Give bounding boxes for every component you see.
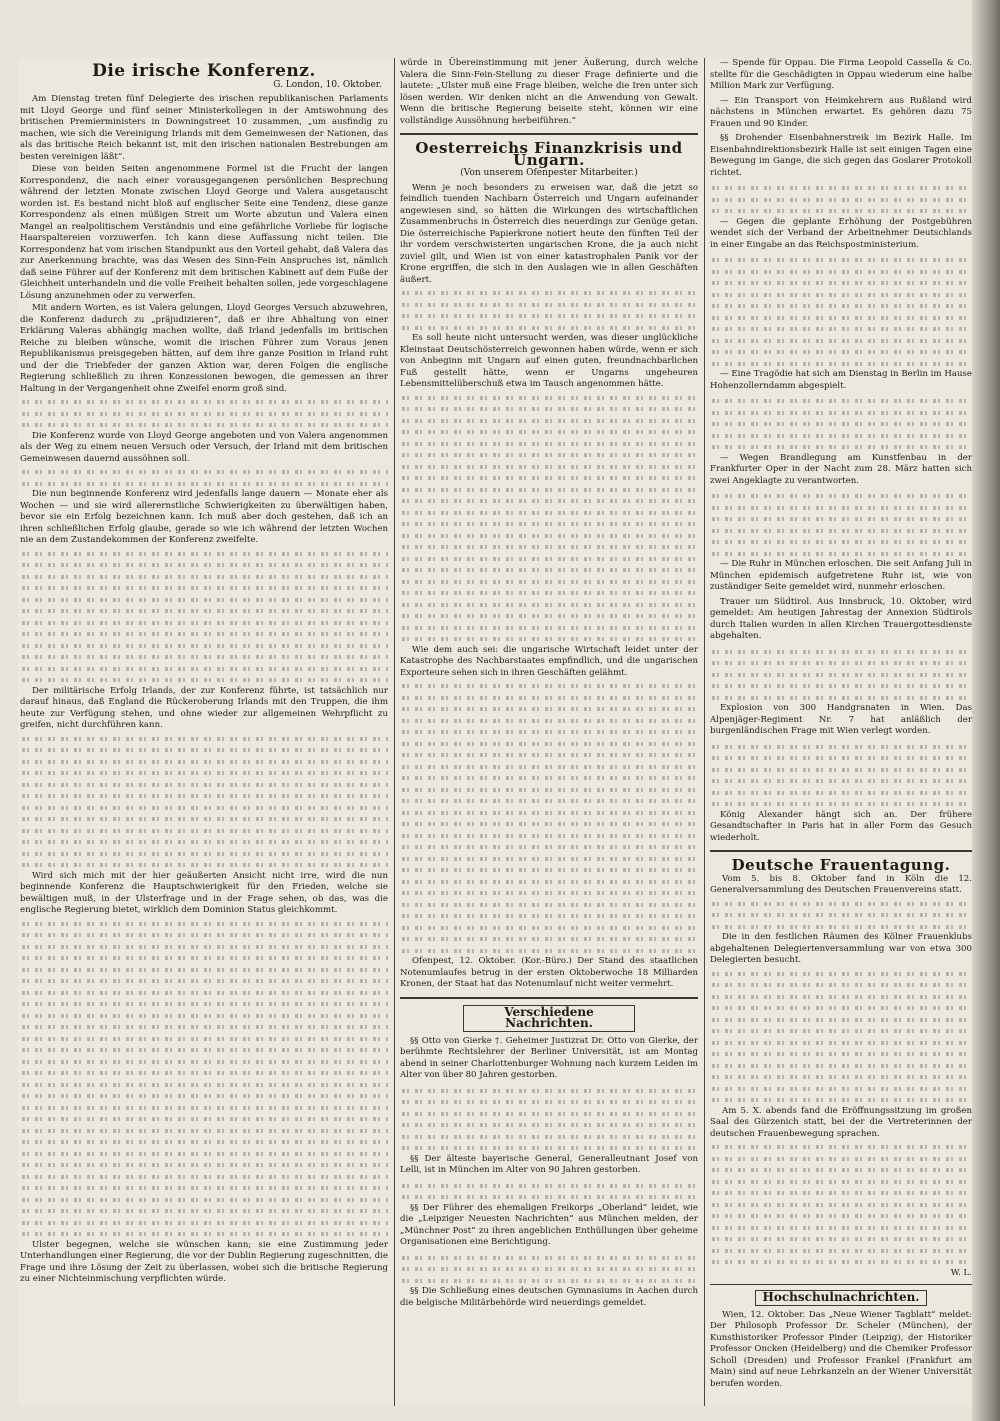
illegible-line <box>710 798 972 810</box>
news-item: Trauer um Südtirol. Aus Innsbruck, 10. Oktober, wird gemeldet: Am heutigen Jahrestag der Annexion Südtirols durch Italien wurden in allen Kirchen Trauergottesdienste abgehalten. <box>710 596 972 641</box>
illegible-line <box>710 692 972 704</box>
illegible-line <box>710 646 972 658</box>
illegible-line <box>400 576 698 588</box>
illegible-line <box>710 289 972 301</box>
illegible-line <box>710 300 972 312</box>
illegible-line <box>400 876 698 888</box>
column-rule <box>394 58 395 1406</box>
illegible-line <box>400 518 698 530</box>
illegible-line <box>20 396 388 408</box>
news-item: §§ Der Führer des ehemaligen Freikorps „Oberland“ leidet, wie die „Leipziger Neuesten Nachrichten“ aus München melden, der „Münchner Post“ zu ihren angeblichen Enthüllungen über geheime Organisationen eine Berichtigung. <box>400 1202 698 1247</box>
illegible-line <box>400 438 698 450</box>
illegible-line <box>710 430 972 442</box>
illegible-line <box>710 323 972 335</box>
illegible-line <box>710 205 972 217</box>
illegible-line <box>710 752 972 764</box>
illegible-line <box>20 941 388 953</box>
illegible-line <box>400 807 698 819</box>
illegible-line <box>400 738 698 750</box>
illegible-line <box>20 408 388 420</box>
illegible-line <box>20 964 388 976</box>
column-right <box>710 58 972 1391</box>
illegible-line <box>20 929 388 941</box>
illegible-line <box>20 1125 388 1137</box>
paragraph: Am 5. X. abends fand die Eröffnungssitzung im großen Saal des Gürzenich statt, bei der die Vertreterinnen der deutschen Frauenbewegung sprachen. <box>710 1105 972 1139</box>
news-item: — Gegen die geplante Erhöhung der Postgebühren wendet sich der Verband der Arbeitnehmer Deutschlands in einer Eingabe an das Reichspostministerium. <box>710 216 972 250</box>
book-binding-shadow <box>972 0 1000 1421</box>
illegible-line <box>400 726 698 738</box>
illegible-line <box>20 1090 388 1102</box>
illegible-line <box>710 991 972 1003</box>
illegible-line <box>20 733 388 745</box>
illegible-line <box>710 441 972 453</box>
divider <box>710 1284 972 1285</box>
illegible-line <box>710 407 972 419</box>
illegible-line <box>400 1252 698 1264</box>
illegible-line <box>400 1131 698 1143</box>
paragraph: Mit andern Worten, es ist Valera gelungen, Lloyd Georges Versuch abzuwehren, die Konferenz dadurch zu „präjudizieren“, daß er ihre Abhaltung von einer Erklärung Valeras abhängig machen wollte, daß Irland jedenfalls im britischen Reiche zu bleiben wünsche, womit die irischen Führer zum Voraus jenen Republikanismus preisgegeben hätten, auf dem ihre ganze Position in Irland ruht und der die Triebfeder der ganzen Aktion war, deren Folgen die englische Regierung schließlich zu ihren Konzessionen bewogen, die gemessen an ihrer Haltung in der Vergangenheit ohne Zweifel enorm groß sind. <box>20 303 388 394</box>
paragraph: Es soll heute nicht untersucht werden, was dieser unglückliche Kleinstaat Deutschösterreich gewonnen haben würde, wenn er sich von Anbeginn mit Ungarn auf einen guten, freundnachbarlichen Fuß gestellt hätte, wenn er Ungarns ungeheuren Lebensmittelüberschuß etwa im Tausch angenommen hätte. <box>400 333 698 389</box>
illegible-line <box>400 449 698 461</box>
illegible-line <box>400 715 698 727</box>
illegible-line <box>710 979 972 991</box>
section-head-misc-news: Verschiedene Nachrichten. <box>463 1005 635 1032</box>
illegible-line <box>20 1182 388 1194</box>
illegible-line <box>20 1102 388 1114</box>
illegible-line <box>710 1233 972 1245</box>
section-head-university-news: Hochschulnachrichten. <box>755 1290 927 1306</box>
illegible-line <box>400 461 698 473</box>
article-title-women-conference: Deutsche Frauentagung. <box>731 856 951 874</box>
illegible-line <box>20 559 388 571</box>
illegible-line <box>20 1010 388 1022</box>
illegible-line <box>400 587 698 599</box>
illegible-line <box>710 358 972 370</box>
illegible-line <box>400 864 698 876</box>
illegible-line <box>20 466 388 478</box>
illegible-line <box>710 312 972 324</box>
illegible-line <box>20 478 388 490</box>
illegible-line <box>400 392 698 404</box>
illegible-line <box>710 1094 972 1106</box>
illegible-line <box>710 1222 972 1234</box>
illegible-line <box>20 582 388 594</box>
illegible-line <box>20 571 388 583</box>
illegible-line <box>20 802 388 814</box>
illegible-line <box>710 669 972 681</box>
illegible-line <box>20 1033 388 1045</box>
illegible-line <box>710 1037 972 1049</box>
news-item: — Die Ruhr in München erloschen. Die seit Anfang Juli in München epidemisch aufgetretene Ruhr ist, wie von zuständiger Seite gemeldet wird, nunmehr erloschen. <box>710 559 972 592</box>
illegible-line <box>20 419 388 431</box>
illegible-line <box>710 1083 972 1095</box>
illegible-line <box>710 921 972 933</box>
illegible-line <box>20 1021 388 1033</box>
illegible-line <box>20 1067 388 1079</box>
illegible-line <box>710 548 972 560</box>
illegible-line <box>710 1025 972 1037</box>
illegible-line <box>400 853 698 865</box>
illegible-line <box>400 1263 698 1275</box>
illegible-line <box>710 1256 972 1268</box>
illegible-line <box>710 418 972 430</box>
illegible-line <box>20 952 388 964</box>
illegible-line <box>400 818 698 830</box>
illegible-line <box>710 1210 972 1222</box>
illegible-line <box>710 1141 972 1153</box>
divider <box>400 133 698 135</box>
illegible-line <box>20 756 388 768</box>
news-item: §§ Der älteste bayerische General, Generalleutnant Josef von Lelli, ist in München im Alter von 90 Jahren gestorben. <box>400 1153 698 1175</box>
illegible-line <box>20 813 388 825</box>
column-rule <box>704 58 705 1406</box>
illegible-line <box>710 909 972 921</box>
illegible-line <box>400 887 698 899</box>
illegible-line <box>400 287 698 299</box>
illegible-line <box>400 530 698 542</box>
news-item: — Ein Transport von Heimkehrern aus Rußland wird nächstens in München erwartet. Es gehören dazu 75 Frauen und 90 Kinder. <box>710 95 972 129</box>
illegible-line <box>20 1113 388 1125</box>
illegible-line <box>20 744 388 756</box>
illegible-line <box>400 830 698 842</box>
news-item: §§ Otto von Gierke †. Geheimer Justizrat Dr. Otto von Gierke, der berühmte Rechtslehrer der Berliner Universität, ist am Montag abend in seiner Charlottenburger Wohnung nach kurzem Leiden im Alter von über 80 Jahren gestorben. <box>400 1035 698 1080</box>
illegible-line <box>710 490 972 502</box>
illegible-line <box>400 541 698 553</box>
illegible-line <box>710 680 972 692</box>
illegible-line <box>710 1071 972 1083</box>
illegible-line <box>400 622 698 634</box>
paragraph: Wien, 12. Oktober. Das „Neue Wiener Tagblatt“ meldet: Der Philosoph Professor Dr. Scheler (München), der Kunsthistoriker Professor Pinder (Leipzig), der Historiker Professor Oncken (Heidelberg) und die Chemiker Professor Scholl (Dresden) und Professor Frankel (Frankfurt am Main) sind auf neue Lehrkanzeln an der Wiener Universität berufen worden. <box>710 1309 972 1389</box>
article-title-irish-conference: Die irische Konferenz. <box>92 61 316 81</box>
illegible-line <box>20 548 388 560</box>
divider <box>710 850 972 852</box>
column-middle <box>400 58 698 1312</box>
illegible-line <box>400 610 698 622</box>
illegible-line <box>20 790 388 802</box>
illegible-line <box>710 525 972 537</box>
illegible-line <box>400 1108 698 1120</box>
illegible-line <box>710 513 972 525</box>
illegible-line <box>710 1060 972 1072</box>
illegible-line <box>400 772 698 784</box>
illegible-line <box>400 922 698 934</box>
illegible-line <box>710 194 972 206</box>
illegible-line <box>400 841 698 853</box>
illegible-line <box>400 680 698 692</box>
illegible-line <box>710 898 972 910</box>
illegible-line <box>20 767 388 779</box>
illegible-line <box>20 779 388 791</box>
illegible-line <box>400 403 698 415</box>
paragraph: Wenn je noch besonders zu erweisen war, daß die jetzt so feindlich tuenden Nachbarn Österreich und Ungarn aufeinander angewiesen sind, so hätten die Wirkungen des wirtschaftlichen Zusammenbruchs in Österreich dies neuerdings zur Genüge getan. Die österreichische Papierkrone notiert heute den fünften Teil der ihr vordem verschwisterten ungarischen Krone, die ja auch nicht zuviel gilt, und Wien ist von einer katastrophalen Panik vor der Krone ergriffen, die sich in den Auslagen wie in allen Geschäften äußert. <box>400 182 698 285</box>
illegible-line <box>20 848 388 860</box>
illegible-line <box>20 998 388 1010</box>
illegible-line <box>20 1205 388 1217</box>
illegible-line <box>710 764 972 776</box>
illegible-line <box>400 703 698 715</box>
illegible-line <box>400 322 698 334</box>
illegible-line <box>20 1194 388 1206</box>
illegible-line <box>400 1275 698 1287</box>
illegible-line <box>710 1245 972 1257</box>
illegible-line <box>20 1171 388 1183</box>
paragraph: würde in Übereinstimmung mit jener Äußerung, durch welche Valera die Sinn-Fein-Stellung zu dieser Frage definierte und die lautete: „Ulster muß eine Frage bleiben, welche die Iren unter sich lösen werden. Wir denken nicht an die Anwendung von Gewalt. Wenn die britische Regierung beiseite steht, können wir eine vollständige Aussöhnung herbeiführen.“ <box>400 58 698 126</box>
illegible-line <box>20 987 388 999</box>
paragraph: Vom 5. bis 8. Oktober fand in Köln die 12. Generalversammlung des Deutschen Frauenvereins statt. <box>710 873 972 895</box>
illegible-line <box>20 617 388 629</box>
illegible-line <box>400 1096 698 1108</box>
illegible-line <box>20 1056 388 1068</box>
illegible-line <box>710 1199 972 1211</box>
illegible-line <box>400 910 698 922</box>
illegible-line <box>400 1119 698 1131</box>
illegible-line <box>20 1148 388 1160</box>
illegible-line <box>400 633 698 645</box>
illegible-line <box>400 761 698 773</box>
article-title-austria-finance: Oesterreichs Finanzkrisis und Ungarn. <box>415 139 683 169</box>
news-item: §§ Die Schließung eines deutschen Gymnasiums in Aachen durch die belgische Militärbehörde wird neuerdings gemeldet. <box>400 1286 698 1308</box>
illegible-line <box>20 1136 388 1148</box>
illegible-line <box>20 651 388 663</box>
illegible-line <box>400 1085 698 1097</box>
illegible-line <box>710 968 972 980</box>
news-item: — Spende für Oppau. Die Firma Leopold Cassella & Co. stellte für die Geschädigten in Oppau wiederum eine halbe Million Mark zur Verfügung. <box>710 58 972 91</box>
news-item: — Wegen Brandlegung am Kunstfenbau in der Frankfurter Oper in der Nacht zum 28. März hatten sich zwei Angeklagte zu verantworten. <box>710 452 972 486</box>
illegible-line <box>710 775 972 787</box>
illegible-line <box>710 787 972 799</box>
illegible-line <box>20 1159 388 1171</box>
illegible-line <box>400 299 698 311</box>
illegible-line <box>400 945 698 957</box>
illegible-line <box>20 975 388 987</box>
illegible-line <box>20 1079 388 1091</box>
illegible-line <box>710 335 972 347</box>
illegible-line <box>400 484 698 496</box>
paragraph: Der militärische Erfolg Irlands, der zur Konferenz führte, ist tatsächlich nur darauf hinaus, daß England die Rückeroberung Irlands mit den Truppen, die ihm heute zur Verfügung stehen, und ohne wieder zur allgemeinen Wehrpflicht zu greifen, nicht durchführen kann. <box>20 685 388 730</box>
paragraph: Die Konferenz wurde von Lloyd George angeboten und von Valera angenommen als der Weg zu einem neuen Versuch oder Versuch, der Irland mit dem britischen Gemeinwesen dauernd aussöhnen soll. <box>20 430 388 464</box>
paragraph: Diese von beiden Seiten angenommene Formel ist die Frucht der langen Korrespondenz, die nach einer vorausgegangenen persönlichen Besprechung während der letzten Monate zwischen Lloyd George und Valera ausgetauscht worden ist. Es bestand nicht bloß auf englischer Seite eine Tendenz, diese ganze Korrespondenz als einen müßigen Streit um Worte abzutun und Valera einen Mangel an realpolitischem Verständnis und eine gefährliche Vorliebe für logische Haarspaltereien vorzuwerfen. Ich kann diese Auffassung nicht teilen. Die Korrespondenz hat vom irischen Standpunkt aus den Vorteil gehabt, daß Valera das zur Anerkennung brachte, was das Wesen des Sinn-Fein Anspruches ist, nämlich daß seine Führer auf der Konferenz mit dem britischen Kabinett auf dem Fuße der Gleichheit unterhandeln und die volle Freiheit behalten sollen, jede vorgeschlagene Lösung anzunehmen oder zu verwerfen. <box>20 164 388 301</box>
news-item: König Alexander hängt sich an. Der frühere Gesandtschafter in Paris hat in aller Form das Gesuch wiederholt. <box>710 809 972 843</box>
illegible-line <box>710 395 972 407</box>
illegible-line <box>20 628 388 640</box>
illegible-line <box>710 1176 972 1188</box>
illegible-line <box>400 507 698 519</box>
illegible-line <box>20 859 388 871</box>
illegible-line <box>20 1044 388 1056</box>
illegible-line <box>710 254 972 266</box>
divider <box>400 997 698 999</box>
news-item: — Eine Tragödie hat sich am Dienstag in Berlin im Hause Hohenzollerndamm abgespielt. <box>710 369 972 391</box>
illegible-line <box>400 1180 698 1192</box>
illegible-line <box>710 1002 972 1014</box>
illegible-line <box>710 1048 972 1060</box>
illegible-line <box>400 784 698 796</box>
illegible-line <box>20 663 388 675</box>
author-signature: W. L. <box>950 1267 972 1278</box>
illegible-line <box>400 1191 698 1203</box>
illegible-line <box>20 918 388 930</box>
newspaper-page <box>18 58 980 1406</box>
illegible-line <box>400 472 698 484</box>
paragraph: Die in den festlichen Räumen des Kölner Frauenklubs abgehaltenen Delegiertenversammlung war von etwa 300 Delegierten besucht. <box>710 932 972 965</box>
illegible-line <box>400 415 698 427</box>
illegible-line <box>20 836 388 848</box>
illegible-line <box>400 495 698 507</box>
paragraph: Wird sich mich mit der hier geäußerten Ansicht nicht irre, wird die nun beginnende Konferenz die Hauptschwierigkeit für den Frieden, welche sie bewältigen muß, in der Ulsterfrage und in der Frage sehen, ob das, was die englische Regierung bietet, wirklich dem Dominion Status gleichkommt. <box>20 870 388 915</box>
news-item: Explosion von 300 Handgranaten in Wien. Das Alpenjäger-Regiment Nr. 7 hat anläßlich der burgenländischen Frage mit Wien verlegt worden. <box>710 703 972 736</box>
illegible-line <box>20 1217 388 1229</box>
illegible-line <box>20 825 388 837</box>
illegible-line <box>710 346 972 358</box>
illegible-line <box>20 640 388 652</box>
illegible-line <box>400 692 698 704</box>
illegible-line <box>710 1014 972 1026</box>
illegible-line <box>400 1142 698 1154</box>
illegible-line <box>710 741 972 753</box>
illegible-line <box>20 1228 388 1240</box>
illegible-line <box>710 657 972 669</box>
paragraph: Die nun beginnende Konferenz wird jedenfalls lange dauern — Monate eher als Wochen — und sie wird allerernstliche Schwierigkeiten zu überwältigen haben, bevor sie ein Erfolg bezeichnen kann. Ich muß aber doch gestehen, daß ich an ihren schließlichen Erfolg glaube, gerade so wie ich während der letzten Wochen nie an dem Zustandekommen der Konferenz zweifelte. <box>20 489 388 545</box>
paragraph: Am Dienstag treten fünf Delegierte des irischen republikanischen Parlaments mit Lloyd George und fünf seiner Ministerkollegen in der Amtswohnung des britischen Premierministers in Downingstreet 10 zusammen, „um ausfindig zu machen, wie sich die Vereinigung Irlands mit dem Gemeinwesen der Nationen, das als das britische Reich bekannt ist, mit den irischen nationalen Bestrebungen am besten vereinigen läßt“. <box>20 94 388 162</box>
article-subtitle: (Von unserem Ofenpester Mitarbeiter.) <box>460 168 638 178</box>
illegible-line <box>710 536 972 548</box>
illegible-line <box>710 1164 972 1176</box>
illegible-line <box>20 674 388 686</box>
illegible-line <box>400 749 698 761</box>
paragraph: Ulster begegnen, welche sie wünschen kann; sie eine Zustimmung jeder Unterhandlungen einer Regierung, die vor der Dublin Regierung zugeschnitten, die Frage und ihre Lösung der Zeit zu überlassen, wobei sich die britische Regierung zu einer Nichteinmischung verpflichten würde. <box>20 1239 388 1284</box>
illegible-line <box>400 599 698 611</box>
illegible-line <box>710 266 972 278</box>
illegible-line <box>710 1187 972 1199</box>
paragraph: Ofenpest, 12. Oktober. (Kor.-Büro.) Der Stand des staatlichen Notenumlaufes betrug in der ersten Oktoberwoche 18 Milliarden Kronen, der Staat hat das Notenumlauf nicht weiter vermehrt. <box>400 956 698 989</box>
illegible-line <box>400 310 698 322</box>
dateline: G. London, 10. Oktober. <box>273 79 382 90</box>
illegible-line <box>20 605 388 617</box>
paragraph: Wie dem auch sei: die ungarische Wirtschaft leidet unter der Katastrophe des Nachbarstaates empfindlich, und die ungarischen Exporteure sehen sich in ihren Geschäften gelähmt. <box>400 644 698 678</box>
illegible-line <box>710 182 972 194</box>
illegible-line <box>400 899 698 911</box>
illegible-line <box>20 594 388 606</box>
news-item: §§ Drohender Eisenbahnerstreik im Bezirk Halle. Im Eisenbahndirektionsbezirk Halle ist seit einigen Tagen eine Bewegung im Gange, die sich gegen das Goslarer Protokoll richtet. <box>710 133 972 178</box>
illegible-line <box>400 553 698 565</box>
illegible-line <box>710 502 972 514</box>
illegible-line <box>710 1153 972 1165</box>
illegible-line <box>400 933 698 945</box>
illegible-line <box>400 426 698 438</box>
illegible-line <box>400 564 698 576</box>
illegible-line <box>710 277 972 289</box>
illegible-line <box>400 795 698 807</box>
column-left <box>20 58 388 1287</box>
